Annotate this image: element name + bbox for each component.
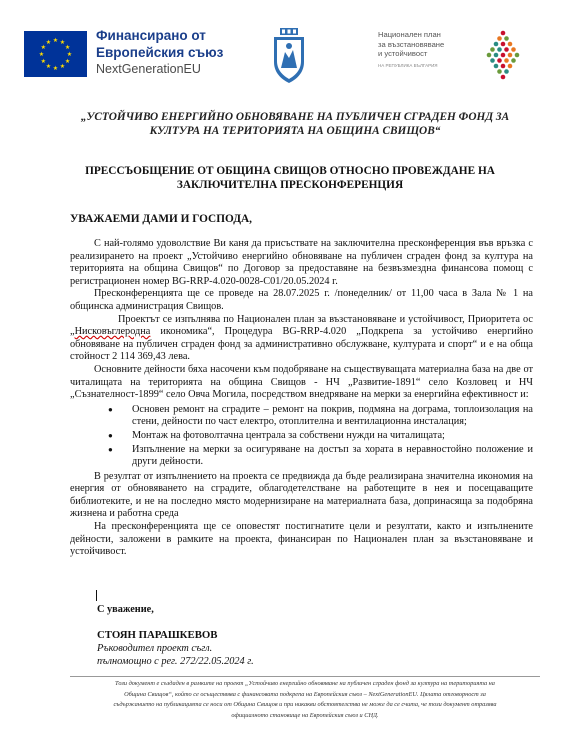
npvu-line2: за възстановяване	[378, 39, 445, 49]
eu-star-icon: ★	[45, 64, 52, 71]
npvu-logo	[378, 28, 553, 84]
npvu-mark-dot	[501, 53, 506, 58]
npvu-subline: НА РЕПУБЛИКА БЪЛГАРИЯ	[378, 62, 438, 68]
npvu-mark-dot	[511, 47, 516, 52]
press-release-title	[60, 164, 520, 192]
npvu-mark-dot	[501, 31, 506, 36]
eu-star-icon: ★	[59, 39, 66, 46]
list-item: ● Основен ремонт на сградите – ремонт на покрив, подмяна на дограма, топлоизолация на стени, дейности по част електро, отоплителна и вентилационна инсталация;	[132, 404, 533, 429]
npvu-mark-dot	[494, 64, 499, 69]
npvu-mark-dot	[490, 58, 495, 63]
footer-line4: официалното становище на Европейския съюз и СНД.	[231, 711, 379, 719]
spellcheck-flagged-word: Нисковъглеродна	[74, 326, 151, 338]
press-title-line2: ЗАКЛЮЧИТЕЛНА ПРЕСКОНФЕРЕНЦИЯ	[176, 179, 404, 191]
npvu-mark-dot	[504, 47, 509, 52]
project-title-line1: „УСТОЙЧИВО ЕНЕРГИЙНО ОБНОВЯВАНЕ НА ПУБЛИЧЕН СГРАДЕН ФОНД ЗА	[80, 111, 510, 123]
npvu-mark-dot	[494, 42, 499, 47]
project-title	[60, 110, 530, 138]
paragraph-date-venue: Пресконференцията ще се проведе на 28.07.2025 г. /понеделник/ от 11,00 часа в Зала № 1 на общинска администрация Свищов.	[70, 288, 533, 312]
eu-star-icon: ★	[52, 38, 59, 44]
footer-line1: Този документ е създаден в рамките на проект „Устойчиво енергийно обновяване на публичен сграден фонд за култура на територията на	[115, 680, 495, 687]
footer-divider	[70, 676, 540, 677]
npvu-mark-dot	[508, 42, 513, 47]
npvu-mark-dot	[487, 53, 492, 58]
eu-logo-line2: Европейския съюз	[96, 45, 224, 60]
eu-star-icon: ★	[66, 52, 73, 58]
npvu-mark-dot	[490, 47, 495, 52]
eu-flag-icon	[24, 31, 87, 77]
npvu-mark-dot	[504, 58, 509, 63]
footer-line2: Община Свищов“, който се осъществява с финансовата подкрепа на Европейския съюз – NextGenerationEU. Цялата отговорност за	[124, 690, 486, 698]
paragraph-results: В резултат от изпълнението на проекта се предвижда да бъде реализирана значителна икономия на енергия от обновяването на сградите, облагодетелстване на работещите в нея и посещаващите библиотеките, и не на последно място модернизиране на материалната база, допринасяща за подобряна жизнена и работна среда	[70, 470, 533, 520]
list-item: ● Монтаж на фотоволтачна централа за собствени нужди на читалищата;	[132, 430, 533, 443]
text-cursor	[96, 590, 97, 601]
npvu-mark-dot	[511, 58, 516, 63]
eu-star-icon: ★	[38, 52, 45, 58]
npvu-mark-dot	[515, 53, 520, 58]
npvu-mark-dot	[497, 58, 502, 63]
npvu-line1: Национален план	[378, 30, 441, 39]
project-title-line2: КУЛТУРА НА ТЕРИТОРИЯТА НА ОБЩИНА СВИЩОВ“	[149, 125, 441, 137]
npvu-mark-dot	[504, 69, 509, 74]
npvu-mark-dot	[494, 53, 499, 58]
signatory-role-line1: Ръководител проект съгл.	[97, 643, 213, 654]
npvu-flower-mark-icon	[468, 28, 538, 82]
paragraph-announcement: На пресконференцията ще се оповестят постигнатите цели и резултати, както и изпълнените дейности, заложени в рамките на проекта, финансиран по Национален план за възстановяване и устойчивост.	[70, 521, 533, 558]
closing: С уважение,	[97, 604, 154, 615]
eu-star-icon: ★	[40, 45, 47, 51]
eu-star-icon: ★	[64, 45, 71, 51]
body-text	[70, 238, 533, 559]
npvu-line3: и устойчивост	[378, 49, 428, 58]
eu-star-icon: ★	[40, 59, 47, 65]
eu-star-icon: ★	[52, 66, 59, 72]
paragraph-project-info	[70, 314, 533, 364]
npvu-mark-dot	[497, 69, 502, 74]
npvu-mark-dot	[501, 75, 506, 80]
npvu-mark-dot	[504, 36, 509, 41]
eu-star-icon: ★	[45, 39, 52, 46]
eu-star-icon: ★	[64, 59, 71, 65]
paragraph-activities: Основните дейности бяха насочени към подобряване на съществуващата материална база на две от читалищата на територията на община Свищов - НЧ „Развитие-1891“ село Козловец и НЧ „Съзнателност-1899“ село Овча Могила, посредством внедряване на мерки за енергийна ефективност и:	[70, 363, 533, 401]
svishtov-coat-of-arms-icon	[271, 28, 307, 84]
footer-line3: съдържанието на публикацията се носи от Община Свищов и при никакви обстоятелства не може да се счита, че този документ отразява	[113, 701, 497, 708]
npvu-mark-dot	[501, 42, 506, 47]
p3-text-before: Проектът се изпълнява по Национален план за възстановяване и устойчивост, Приоритета ос „	[70, 313, 533, 338]
signatory-role-line2: пълномощно с рег. 272/22.05.2024 г.	[97, 655, 254, 667]
eu-logo-line3: NextGenerationEU	[96, 62, 201, 76]
eu-logo-text	[96, 27, 223, 78]
npvu-logo-text	[378, 30, 444, 70]
paragraph-invitation: С най-голямо удоволствие Ви каня да присъствате на заключителна пресконференция във връзка с реализирането на проект „Устойчиво енергийно обновяване на публичен сграден фонд за култура на територията на община Свищов“ по Договор за предоставяне на безвъзмездна финансова помощ с регистрационен номер BG-RRP-4.020-0028-C01/20.05.2024 г.	[70, 238, 533, 287]
press-title-line1: ПРЕССЪОБЩЕНИЕ ОТ ОБЩИНА СВИЩОВ ОТНОСНО ПРОВЕЖДАНЕ НА	[85, 165, 495, 177]
npvu-mark-dot	[497, 47, 502, 52]
activities-list	[70, 404, 533, 469]
footer-disclaimer	[70, 679, 540, 721]
salutation: УВАЖАЕМИ ДАМИ И ГОСПОДА,	[70, 213, 252, 225]
eu-logo-line1: Финансирано от	[96, 28, 206, 43]
list-item: ● Изпълнение на мерки за осигуряване на достъп за хората в неравностойно положение и други дейности.	[132, 444, 533, 469]
signatory-role	[97, 643, 254, 668]
npvu-mark-dot	[508, 53, 513, 58]
p3-text-after: икономика“, Процедура BG-RRP-4.020 „Подкрепа за устойчиво енергийно обновяване на публичен сграден фонд за административно обслужване, културата и спорт“ и е на обща стойност 2 114 369,43 лева.	[70, 326, 533, 363]
npvu-mark-dot	[508, 64, 513, 69]
npvu-mark-dot	[501, 64, 506, 69]
signatory-name: СТОЯН ПАРАШКЕВОВ	[97, 629, 218, 641]
eu-star-icon: ★	[59, 64, 66, 71]
npvu-mark-dot	[497, 36, 502, 41]
eu-funding-logo	[24, 27, 224, 82]
